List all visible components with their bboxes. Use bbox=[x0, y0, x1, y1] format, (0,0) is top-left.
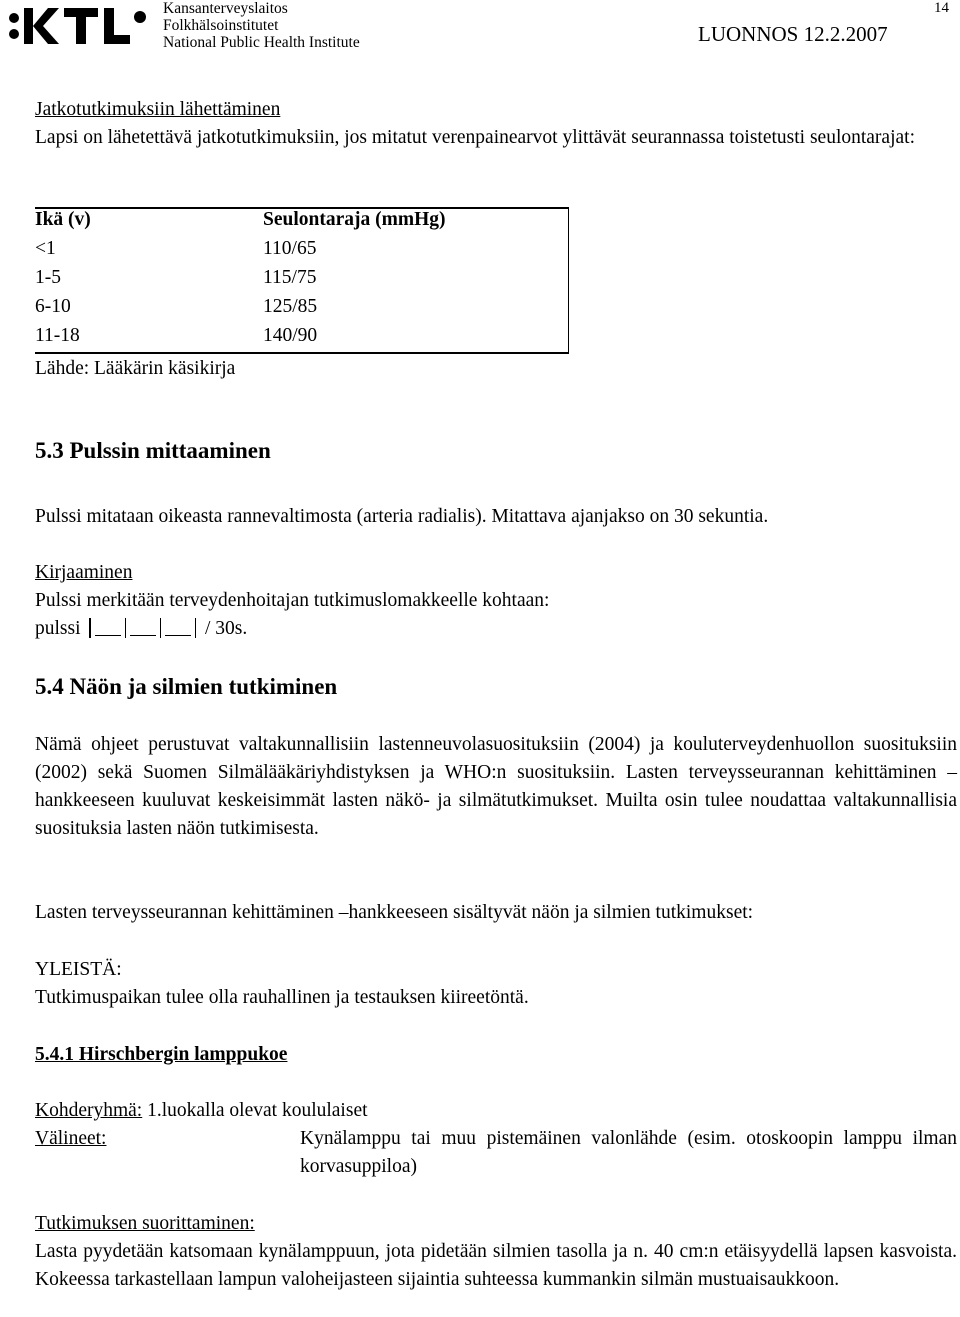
general-label: YLEISTÄ: bbox=[35, 959, 122, 980]
tools-label: Välineet: bbox=[35, 1128, 107, 1149]
table-cell-age: 1-5 bbox=[35, 267, 61, 288]
institute-name-sv: Folkhälsoinstitutet bbox=[163, 17, 279, 34]
subsection-heading-hirschberg: 5.4.1 Hirschbergin lamppukoe bbox=[35, 1044, 288, 1065]
screening-limits-table bbox=[35, 207, 569, 354]
page-number: 14 bbox=[934, 0, 949, 16]
recording-heading: Kirjaaminen bbox=[35, 562, 133, 583]
table-cell-age: 6-10 bbox=[35, 296, 71, 317]
referral-heading: Jatkotutkimuksiin lähettäminen bbox=[35, 99, 281, 120]
vision-intro: Nämä ohjeet perustuvat valtakunnallisiin lastenneuvolasuosituksiin (2004) ja kouluterveydenhuollon suosituksiin (2002) sekä Suomen Silmälääkäriyhdistyksen ja WHO:n suosituksiin. Lasten terveysseurannan kehittäminen –hankkeeseen kuuluvat keskeisimmät lasten näkö- ja silmätutkimukset. Muilta osin tulee noudattaa valtakunnallisia suosituksia lasten näön tutkimisesta. bbox=[35, 734, 957, 839]
form-box-divider bbox=[160, 618, 161, 638]
procedure-text: Lasta pyydetään katsomaan kynälamppuun, jota pidetään silmien tasolla ja n. 40 cm:n etäisyydellä lapsen kasvoista. Kokeessa tarkastellaan lampun valoheijasteen sijaintia suhteessa kummankin silmän mustuaisaukkoon. bbox=[35, 1241, 957, 1290]
table-bottom-rule bbox=[35, 352, 569, 354]
form-digit-box bbox=[165, 617, 191, 636]
referral-text: Lapsi on lähetettävä jatkotutkimuksiin, jos mitatut verenpainearvot ylittävät seurannassa toistetusti seulontarajat: bbox=[35, 127, 915, 148]
table-cell-age: <1 bbox=[35, 238, 56, 259]
table-cell-limit: 115/75 bbox=[263, 267, 317, 288]
table-header-limit: Seulontaraja (mmHg) bbox=[263, 209, 446, 230]
table-cell-limit: 125/85 bbox=[263, 296, 318, 317]
section-heading-pulse: 5.3 Pulssin mittaaminen bbox=[35, 438, 271, 463]
institute-name-en: National Public Health Institute bbox=[163, 34, 360, 51]
form-box-divider bbox=[125, 618, 126, 638]
vision-scope: Lasten terveysseurannan kehittäminen –hankkeeseen sisältyvät näön ja silmien tutkimukset: bbox=[35, 902, 754, 923]
institute-name-fi: Kansanterveyslaitos bbox=[163, 0, 288, 17]
recording-text: Pulssi merkitään terveydenhoitajan tutkimuslomakkeelle kohtaan: bbox=[35, 590, 550, 611]
form-digit-box bbox=[130, 617, 156, 636]
pulse-form-field bbox=[35, 615, 247, 643]
table-cell-limit: 140/90 bbox=[263, 325, 318, 346]
form-box-divider bbox=[89, 618, 90, 638]
pulse-text: Pulssi mitataan oikeasta rannevaltimosta (arteria radialis). Mitattava ajanjakso on 30 sekuntia. bbox=[35, 506, 769, 527]
table-source: Lähde: Lääkärin käsikirja bbox=[35, 358, 236, 379]
target-group bbox=[35, 1097, 368, 1125]
pulse-form-label: pulssi bbox=[35, 618, 81, 639]
table-header-age: Ikä (v) bbox=[35, 209, 91, 230]
form-box-divider bbox=[195, 618, 196, 638]
target-group-value: 1.luokalla olevat koululaiset bbox=[142, 1100, 368, 1121]
general-text: Tutkimuspaikan tulee olla rauhallinen ja testauksen kiireetöntä. bbox=[35, 987, 529, 1008]
procedure-label: Tutkimuksen suorittaminen: bbox=[35, 1213, 255, 1234]
tools-value: Kynälamppu tai muu pistemäinen valonlähde (esim. otoskoopin lamppu ilman korvasuppiloa) bbox=[300, 1128, 957, 1177]
ktl-logo bbox=[8, 4, 148, 48]
form-digit-box bbox=[95, 617, 121, 636]
table-cell-limit: 110/65 bbox=[263, 238, 317, 259]
section-heading-vision: 5.4 Näön ja silmien tutkiminen bbox=[35, 674, 338, 699]
target-group-label: Kohderyhmä: bbox=[35, 1100, 143, 1121]
table-cell-age: 11-18 bbox=[35, 325, 80, 346]
draft-label: LUONNOS 12.2.2007 bbox=[698, 22, 888, 46]
pulse-form-unit: / 30s. bbox=[205, 618, 248, 639]
